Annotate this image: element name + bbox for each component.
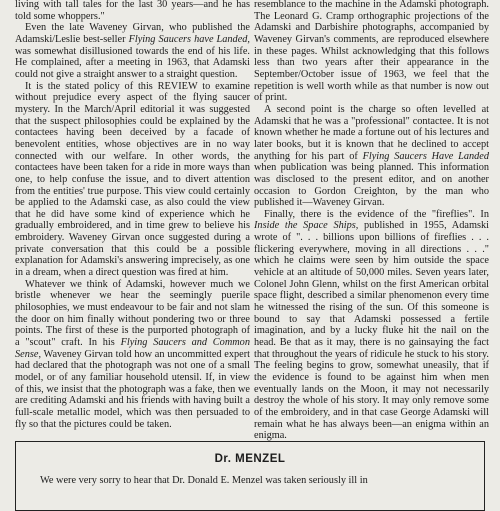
paragraph	[15, 81, 250, 279]
text-run: Waveney Girvan told how an uncommitted expert had declared that the photograph was not one of a small model, or of any familiar household utensil. If, in view of this, we insist that the photograph was a fake, then we are crediting Adamski and his friends with having built a full-scale metallic model, which was then persuaded to fly so that the pictures could be taken.	[15, 348, 250, 430]
text-run: published in 1955, Adamski wrote of ". . . billions upon billions of fireflies . . . flickering everywhere, moving in all directions . . ." which he claims were seen by him outside the space vehicle at an altitude of 50,000 miles. Seven years later, Colonel John Glenn, whilst on the first American orbital space flight, described a similar phenomenon every time he witnessed the rising of the sun. Of this someone is bound to say that Adamski possessed a fertile imagination, and by a lucky fluke hit the nail on the head. Be that as it may, there is no gainsaying the fact that throughout the years of ridicule he stuck to his story. The feeling begins to grow, somewhat uneasily, that if the evidence is found to be against him when men eventually lands on the Moon, it may not necessarily destroy the whole of his story. It may only remove some of the embroidery, and in that case George Adamski will remain what he has always been—an enigma within an enigma.	[254, 220, 489, 442]
text-run: when publication was being planned. This information was disclosed to the present editor, and on another occasion to Gordon Creighton, by the man who published it—Waveney Girvan.	[254, 162, 489, 209]
left-column	[15, 0, 250, 430]
notice-box	[15, 441, 485, 511]
paragraph	[254, 0, 489, 104]
italic-title: Flying Saucers Have Landed	[362, 150, 490, 162]
paragraph	[15, 279, 250, 431]
italic-title: Inside the Space Ships,	[254, 220, 359, 232]
text-run: resemblance to the machine in the Adamski photograph. The Leonard G. Cramp orthographic projections of the Adamski and Darbishire photographs, accompanied by Waveney Girvan's comments, are reproduced elsewhere in these pages. Whilst acknowledging that this follows less than two years after their appearance in the September/October issue of 1963, we feel that the repetition is well worth while as that number is now out of print.	[254, 0, 489, 104]
paragraph	[15, 0, 250, 22]
text-run: Whatever we think of Adamski, however much we bristle whenever we hear the seemingly puerile philosophies, we must endeavour to be fair and not slam the door on him finally without pondering two or three points. The first of these is the purported photograph of a "scout" craft. In his	[15, 278, 250, 349]
right-column	[254, 0, 489, 442]
paragraph	[254, 209, 489, 442]
notice-title: Dr. MENZEL	[214, 453, 286, 465]
text-run: was somewhat disillusioned towards the end of his life. He complained, after a meeting in 1963, that Adamski could not give a straight answer to a straight question.	[15, 45, 250, 80]
paragraph	[15, 22, 250, 80]
text-run: A second point is the charge so often levelled at Adamski that he was a "professional" contactee. It is not known whether he made a fortune out of his lectures and later books, but it is known that he declined to accept anything for his part of	[254, 103, 489, 162]
text-run: living with tall tales for the last 30 years—and he has told some whoppers."	[15, 0, 250, 22]
italic-title: Flying Saucers and Common Sense,	[15, 337, 250, 360]
paragraph	[254, 104, 489, 209]
text-run: Finally, there is the evidence of the "fireflies". In	[264, 208, 489, 220]
text-run: It is the stated policy of this REVIEW to examine without prejudice every aspect of the flying saucer mystery. In the March/April editorial it was suggested that the suspect philosophies could be explained by the contactees having been deceived by a facade of benevolent entities, whose objectives are in no way connected with our welfare. In other words, the contactees have been taken for a ride in more ways than one, to help confuse the issue, and to divert attention from the entities' true purpose. This view could certainly be applied to the Adamski case, as also could the view that he did have some kind of experience which he gradually embroidered, and in time grew to believe his embroidery. Waveney Girvan once suggested during a private conversation that this could be a possible explanation for Adamski's answering imprecisely, as one in a dream, when a direct question was fired at him.	[15, 80, 250, 279]
notice-text: We were very sorry to hear that Dr. Donald E. Menzel was taken seriously ill in	[40, 475, 368, 486]
italic-title: Flying Saucers have Landed,	[128, 33, 250, 45]
text-run: Even the late Waveney Girvan, who published the Adamski/Leslie best-seller	[15, 22, 250, 45]
